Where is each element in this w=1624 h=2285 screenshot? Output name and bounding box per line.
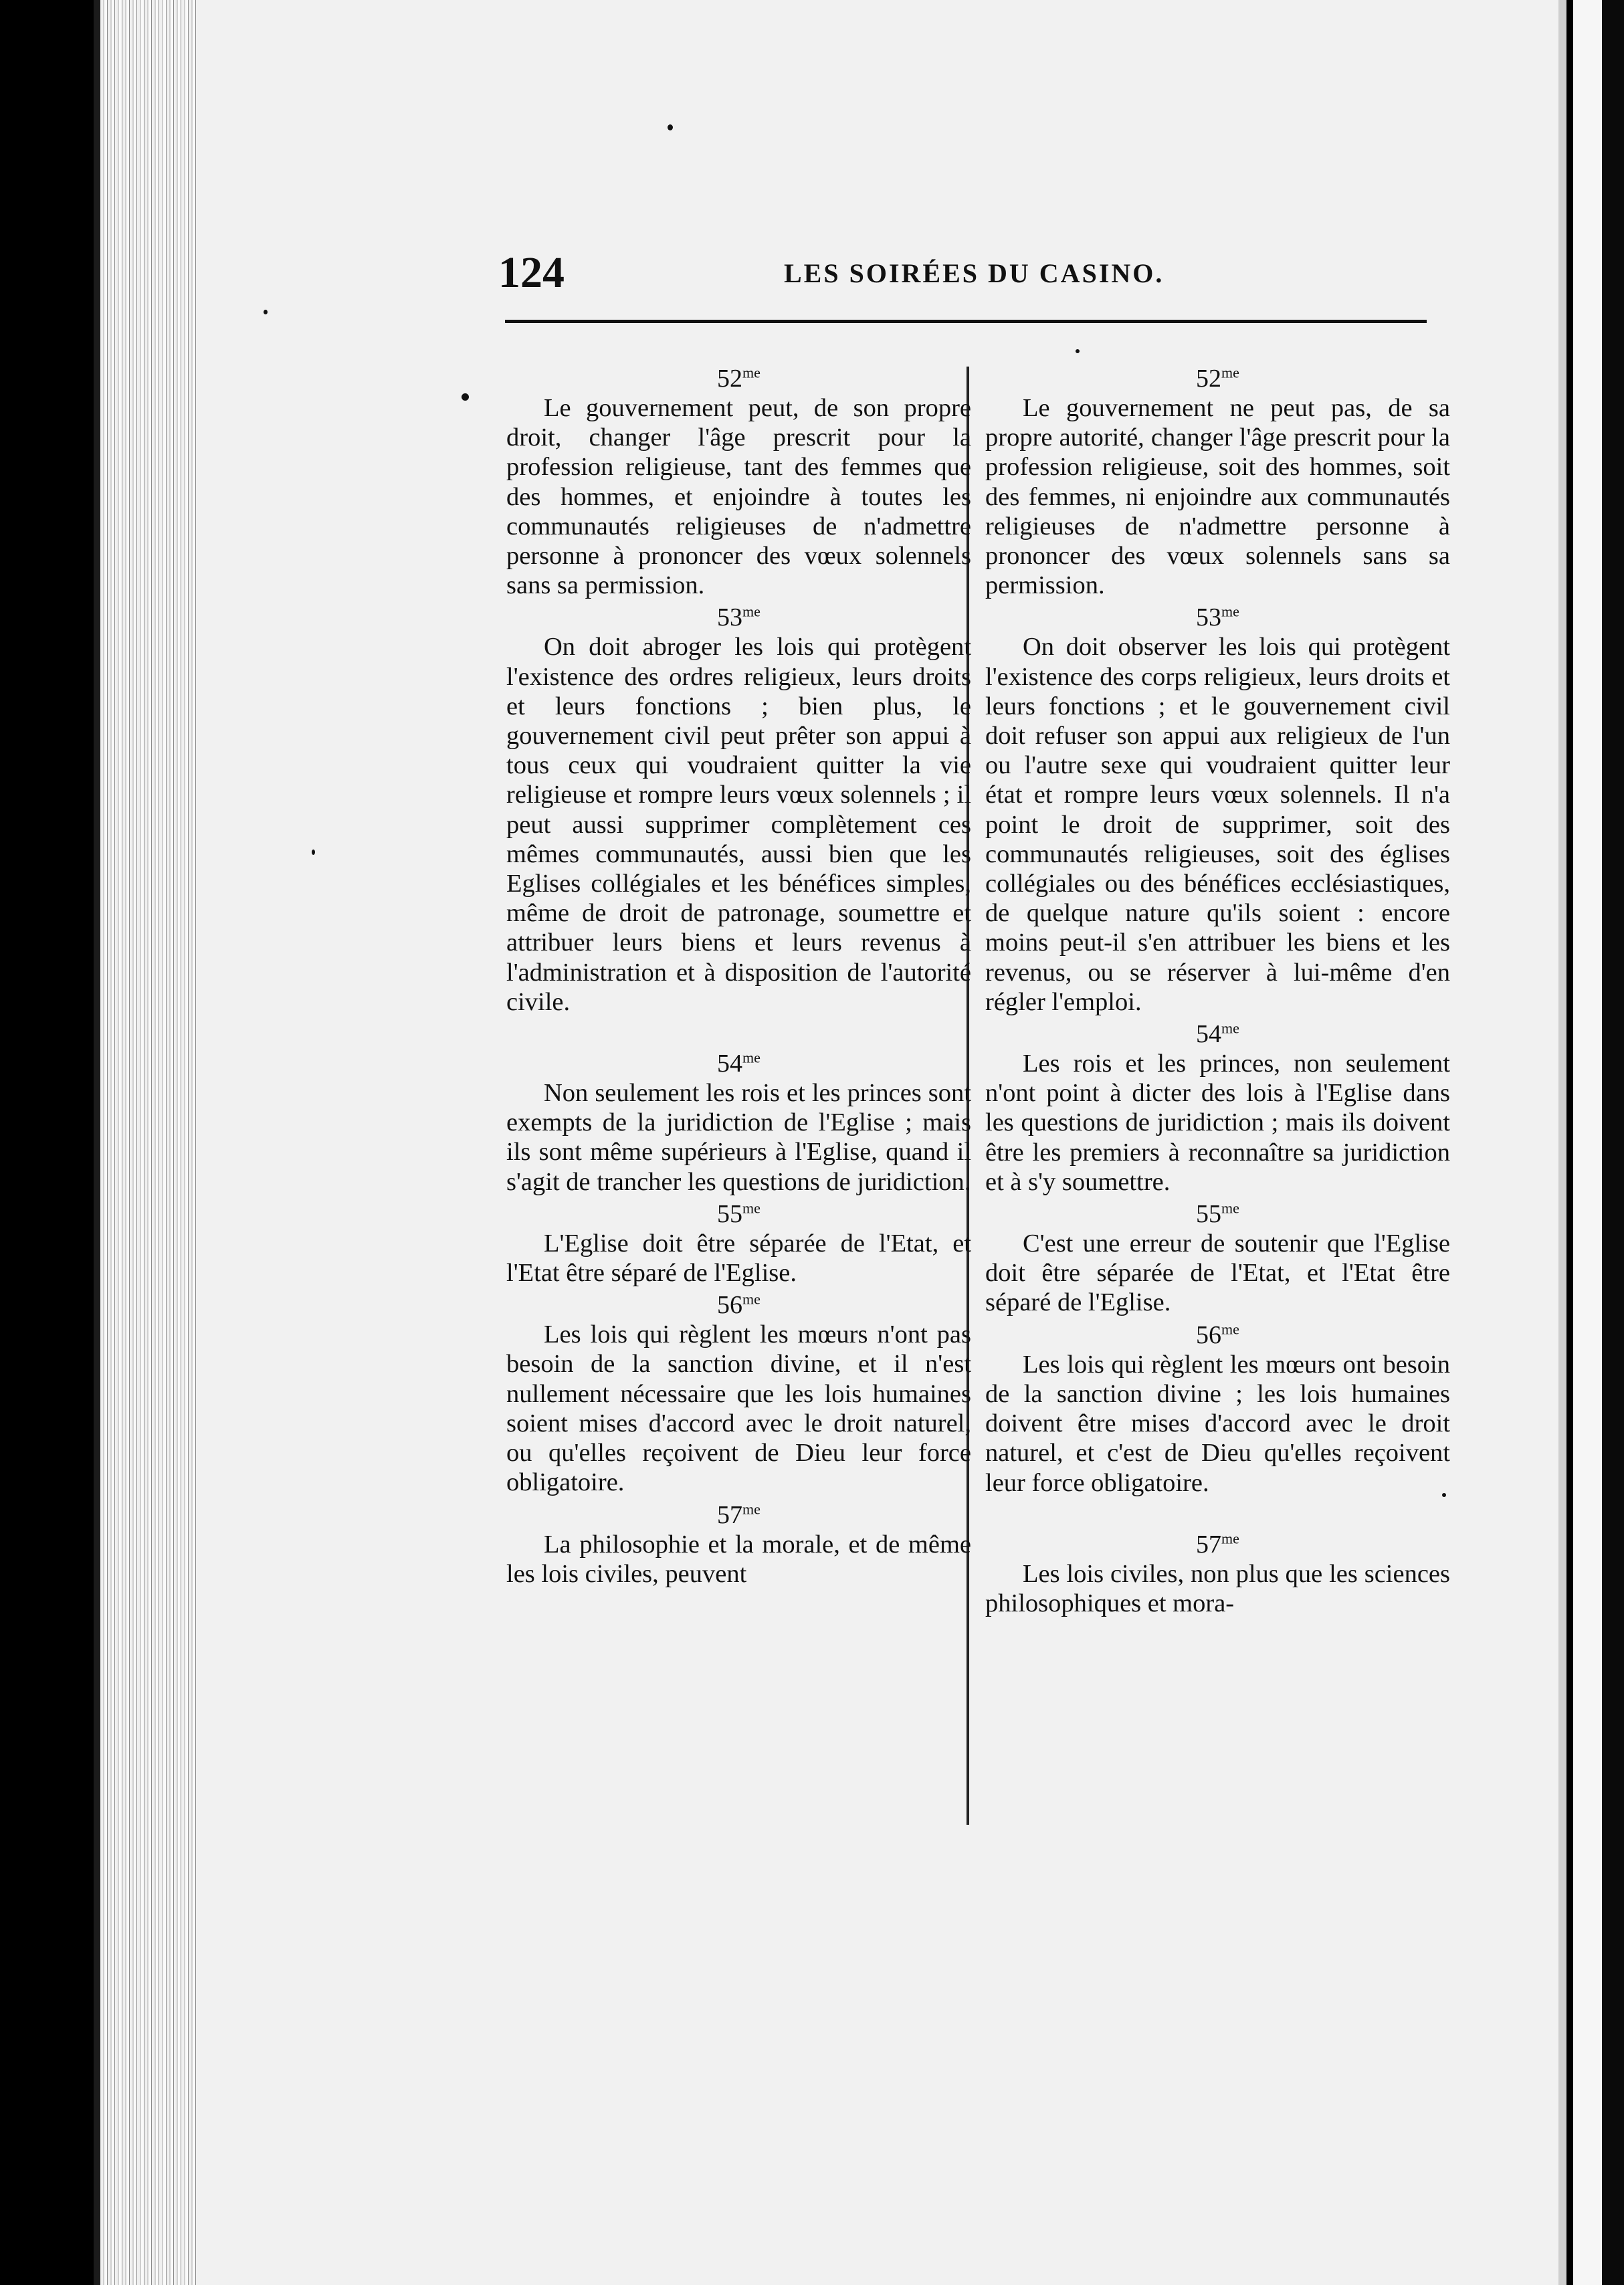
page-edges (100, 0, 201, 2285)
article-number: $57^{me}$ (1196, 1530, 1239, 1559)
running-title: LES SOIRÉES DU CASINO. (784, 258, 1164, 288)
article-number: $53^{me}$ (717, 603, 760, 632)
article-text: Les lois qui règlent les mœurs n'ont pas besoin de la sanction divine, et il n'est nullement nécessaire que les lois humaines soient mises d'accord avec le droit naturel, ou qu'elles reçoivent de Dieu leur force obligatoire. (506, 1320, 971, 1497)
ink-speck (312, 850, 315, 855)
left-column (506, 361, 971, 1589)
article-text: On doit abroger les lois qui protègent l'existence des ordres religieux, leurs droits et leurs fonctions ; bien plus, le gouvernement civil peut prêter son appui à tous ceux qui voudraient quitter la vie religieuse et rompre leurs vœux solennels ; il peut aussi supprimer complètement ces mêmes communautés, aussi bien que les Eglises collégiales et les bénéfices simples, même de droit de patronage, soumettre et attribuer leurs biens et leurs revenus à l'administration et à disposition de l'autorité civile. (506, 633, 971, 1016)
article-number: $56^{me}$ (1196, 1320, 1239, 1349)
ink-speck (264, 310, 268, 314)
article-text: Les lois qui règlent les mœurs ont besoin de la sanction divine ; les lois humaines doivent être mises d'accord avec le droit naturel, et c'est de Dieu qu'elles reçoivent leur force obligatoire. (985, 1350, 1450, 1497)
article-number: $55^{me}$ (717, 1199, 760, 1228)
ink-speck (1076, 349, 1080, 353)
article-number: $56^{me}$ (717, 1290, 760, 1320)
article-text: La philosophie et la morale, et de même les lois civiles, peuvent (506, 1530, 971, 1588)
article-number: $52^{me}$ (717, 364, 760, 393)
right-column (985, 361, 1450, 1618)
article-text: L'Eglise doit être séparée de l'Etat, et l'Etat être séparé de l'Eglise. (506, 1229, 971, 1288)
gutter-gap (1566, 0, 1573, 2285)
article-text: Les rois et les princes, non seulement n'ont point à dicter des lois à l'Eglise dans les questions de juridiction ; mais ils doivent être les premiers à reconnaître sa juridiction et à s'y soumettre. (985, 1050, 1450, 1196)
article-text: Le gouvernement ne peut pas, de sa propre autorité, changer l'âge prescrit pour la profession religieuse, soit des hommes, soit des femmes, ni enjoindre aux communautés religieuses de n'admettre personne à prononcer des vœux solennels sans sa permission. (985, 394, 1450, 600)
page-edge-right (1558, 0, 1566, 2285)
page-number: 124 (498, 248, 565, 297)
article-number: $55^{me}$ (1196, 1199, 1239, 1229)
article-text: Non seulement les rois et les princes sont exempts de la juridiction de l'Eglise ; mais ils sont même supérieurs à l'Eglise, quand il s'agit de trancher les questions de juridiction. (506, 1079, 971, 1196)
scan-border (1602, 0, 1624, 2285)
article-number: $57^{me}$ (717, 1500, 760, 1529)
header-rule (505, 320, 1427, 323)
article-number: $54^{me}$ (1196, 1019, 1239, 1049)
article-number: $52^{me}$ (1196, 364, 1239, 393)
article-text: Les lois civiles, non plus que les sciences philosophiques et mora- (985, 1559, 1450, 1617)
ink-speck (462, 393, 469, 401)
article-text: Le gouvernement peut, de son propre droit, changer l'âge prescrit pour la profession religieuse, tant des femmes que des hommes, et enjoindre à toutes les communautés religieuses de n'admettre personne à prononcer des vœux solennels sans sa permission. (506, 394, 971, 600)
article-number: $53^{me}$ (1196, 603, 1239, 632)
article-text: On doit observer les lois qui protègent l'existence des corps religieux, leurs droits et leurs fonctions ; et le gouvernement civil doit refuser son appui aux religieux de l'un ou l'autre sexe qui voudraient quitter leur état et rompre leurs vœux solennels. Il n'a point le droit de supprimer, soit des communautés religieuses, soit des églises collégiales ou des bénéfices ecclésiastiques, de quelque nature qu'ils soient : encore moins peut-il s'en attribuer les biens et les revenus, ou se réserver à lui-même d'en régler l'emploi. (985, 633, 1450, 1016)
article-number: $54^{me}$ (717, 1049, 760, 1078)
ink-speck (668, 124, 673, 130)
article-text: C'est une erreur de soutenir que l'Eglise doit être séparée de l'Etat, et l'Etat être séparé de l'Eglise. (985, 1229, 1450, 1317)
